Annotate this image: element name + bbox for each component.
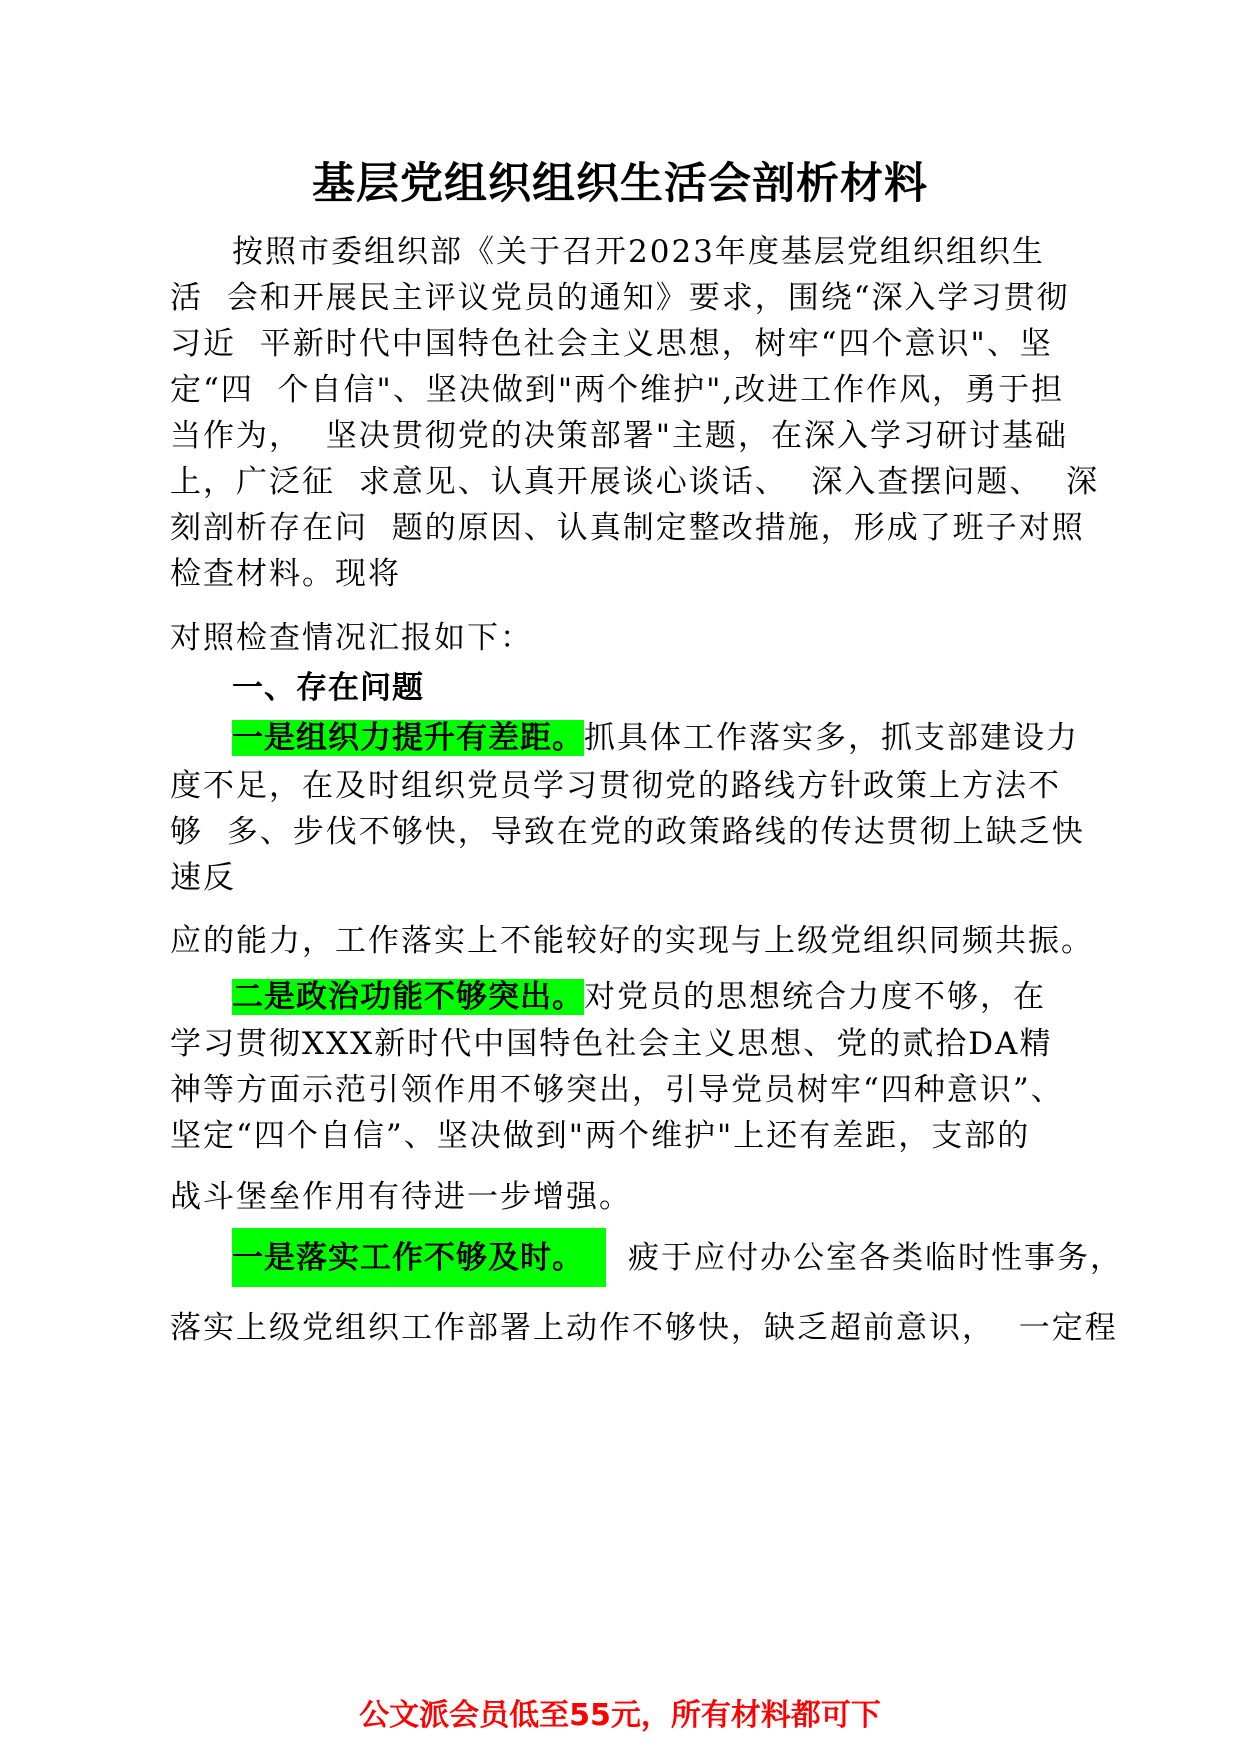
intro-line: 刻剖析存在问 题的原因、认真制定整改措施，形成了班子对照: [170, 510, 1085, 546]
item-line: 神等方面示范引领作用不够突出，引导党员树牢“四种意识”、: [170, 1072, 1064, 1108]
highlighted-lead: 一是组织力提升有差距。: [232, 720, 584, 756]
highlighted-lead: 二是政治功能不够突出。: [232, 979, 584, 1015]
item-text: 疲于应付办公室各类临时性事务，: [628, 1240, 1123, 1276]
intro-line: 定“四 个自信"、坚决做到"两个维护",改进工作作风，勇于担: [170, 372, 1065, 408]
intro-line: 检查材料。现将: [170, 556, 401, 592]
item-line: 速反: [170, 860, 236, 896]
item-line: 坚定“四个自信”、坚决做到"两个维护"上还有差距，支部的: [170, 1118, 1031, 1154]
item-line: 应的能力，工作落实上不能较好的实现与上级党组织同频共振。: [170, 923, 1094, 959]
intro-line: 活 会和开展民主评议党员的通知》要求，围绕“深入学习贯彻: [170, 280, 1070, 316]
document-title: 基层党组织组织生活会剖析材料: [312, 159, 928, 209]
report-intro-line: 对照检查情况汇报如下：: [170, 620, 533, 656]
item-line: 度不足，在及时组织党员学习贯彻党的路线方针政策上方法不: [170, 768, 1061, 804]
item-text: 对党员的思想统合力度不够，在: [584, 979, 1046, 1015]
intro-line: 上，广泛征 求意见、认真开展谈心谈话、 深入查摆问题、 深: [170, 464, 1100, 500]
item-line: 够 多、步伐不够快，导致在党的政策路线的传达贯彻上缺乏快: [170, 814, 1085, 850]
item-first-line: [232, 971, 1046, 1016]
intro-line: 习近 平新时代中国特色社会主义思想，树牢“四个意识"、坚: [170, 326, 1053, 362]
section-heading: 一、存在问题: [232, 670, 424, 706]
item-line: 战斗堡垒作用有待进一步增强。: [170, 1179, 632, 1215]
item-line: 学习贯彻XXX新时代中国特色社会主义思想、党的贰拾DA精: [170, 1026, 1053, 1062]
intro-line: 当作为， 坚决贯彻党的决策部署"主题，在深入学习研讨基础: [170, 418, 1068, 454]
intro-line: 按照市委组织部《关于召开2023年度基层党组织组织生: [232, 234, 1045, 270]
promo-footer: 公文派会员低至55元，所有材料都可下: [359, 1698, 881, 1733]
item-text: 抓具体工作落实多，抓支部建设力: [584, 720, 1079, 756]
item-first-line: [232, 1228, 1123, 1287]
item-line: 落实上级党组织工作部署上动作不够快，缺乏超前意识， 一定程: [170, 1310, 1118, 1346]
highlighted-lead: 一是落实工作不够及时。: [232, 1228, 606, 1287]
item-first-line: [232, 712, 1079, 757]
